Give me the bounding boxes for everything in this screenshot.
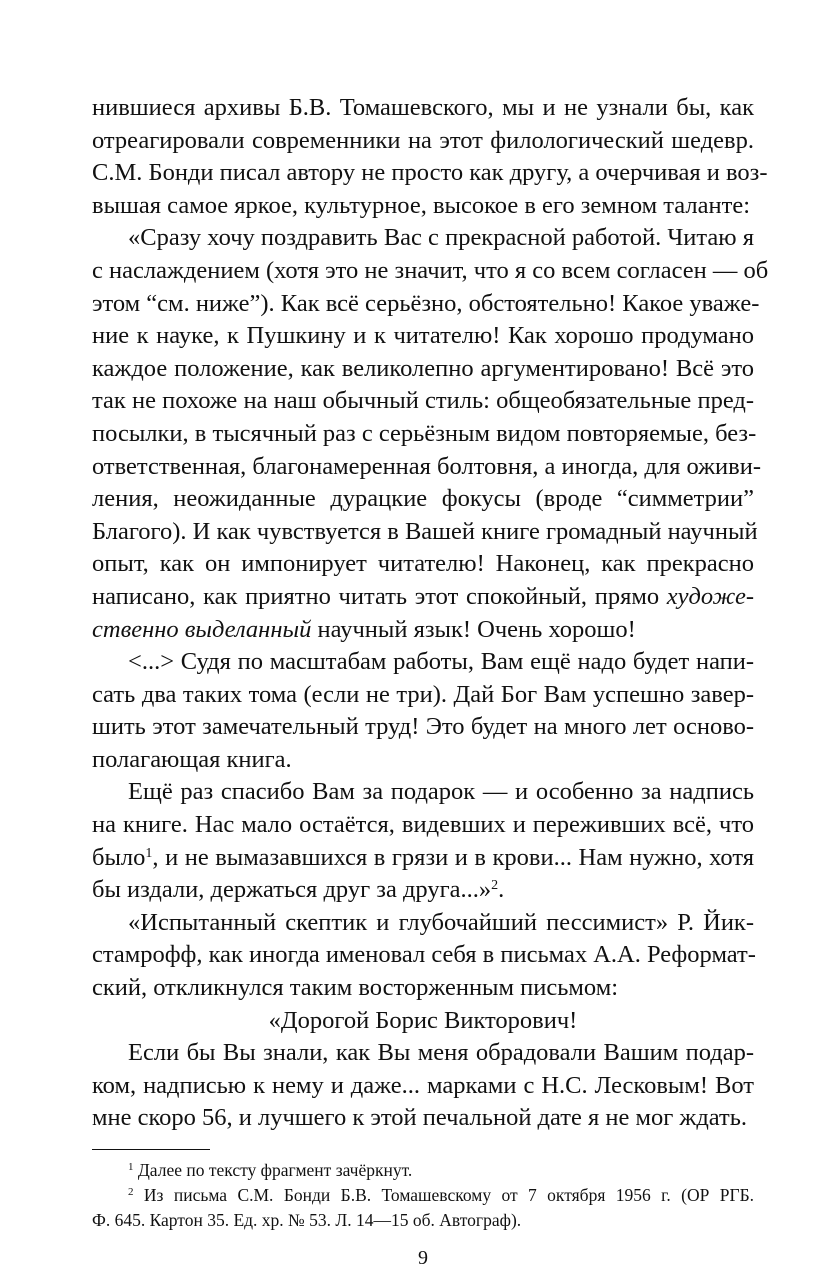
footnote-ref[interactable]: 2: [491, 878, 499, 894]
text-line: сать два таких тома (если не три). Дай Бог Вам успешно завер-: [92, 680, 754, 708]
text-line-part: , и не вымазавшихся в грязи и в крови... Нам нужно, хотя: [152, 843, 754, 871]
text-line: этом “см. ниже”). Как всё серьёзно, обстоятельно! Какое уваже-: [92, 289, 760, 317]
text-line: ком, надписью к нему и даже... марками с Н.С. Лесковым! Вот: [92, 1071, 754, 1099]
text-line: [92, 842, 754, 875]
text-line: каждое положение, как великолепно аргументировано! Всё это: [92, 354, 754, 382]
italic-text: ственно выделанный: [92, 615, 312, 643]
footnote: [92, 1158, 754, 1183]
letter-salutation: «Дорогой Борис Викторович!: [268, 1006, 578, 1034]
footnote-number: 2: [128, 1186, 134, 1198]
text-line: Если бы Вы знали, как Вы меня обрадовали Вашим подар-: [128, 1039, 754, 1067]
text-line: мне скоро 56, и лучшего к этой печальной дате я не мог ждать.: [92, 1104, 748, 1132]
text-line-part: бы издали, держаться друг за друга...»: [92, 876, 492, 904]
text-line: Благого). И как чувствуется в Вашей книге громадный научный: [92, 517, 758, 545]
text-line: нившиеся архивы Б.В. Томашевского, мы и не узнали бы, как: [92, 94, 754, 121]
text-line: ответственная, благонамеренная болтовня, а иногда, для оживи-: [92, 452, 762, 480]
text-line: опыт, как он импонирует читателю! Наконец, как прекрасно: [92, 550, 754, 578]
text-line: полагающая книга.: [92, 745, 292, 773]
text-line: отреагировали современники на этот филологический шедевр.: [92, 126, 754, 154]
text-line: Ещё раз спасибо Вам за подарок — и особенно за надпись: [128, 778, 754, 806]
text-line: «Сразу хочу поздравить Вас с прекрасной работой. Читаю я: [128, 224, 754, 252]
text-line-part: написано, как приятно читать этот спокойный, прямо: [92, 582, 660, 610]
text-line: [92, 614, 754, 647]
text-line: вышая самое яркое, культурное, высокое в его земном таланте:: [92, 191, 750, 219]
text-line: [92, 874, 754, 907]
text-line-part: научный язык! Очень хорошо!: [317, 615, 636, 643]
footnote-continuation: Ф. 645. Картон 35. Ед. хр. № 53. Л. 14—15 об. Автограф).: [92, 1210, 522, 1230]
text-line: С.М. Бонди писал автору не просто как другу, а очерчивая и воз-: [92, 159, 768, 187]
text-line: на книге. Нас мало остаётся, видевших и переживших всё, что: [92, 811, 754, 839]
footnote-text: Далее по тексту фрагмент зачёркнут.: [137, 1160, 413, 1180]
text-line: посылки, в тысячный раз с серьёзным видом повторяемые, без-: [92, 419, 757, 447]
text-line: стамрофф, как иногда именовал себя в письмах А.А. Реформат-: [92, 941, 756, 969]
footnote-divider: [92, 1149, 210, 1150]
footnote-text: Из письма С.М. Бонди Б.В. Томашевскому от 7 октября 1956 г. (ОР РГБ.: [143, 1185, 755, 1205]
text-line: ления, неожиданные дурацкие фокусы (вроде “симметрии”: [92, 485, 754, 513]
text-line: «Испытанный скептик и глубочайший пессимист» Р. Йик-: [128, 908, 754, 936]
text-line: так не похоже на наш обычный стиль: общеобязательные пред-: [92, 387, 754, 415]
footnote-number: 1: [128, 1161, 134, 1173]
footnote-ref[interactable]: 1: [145, 845, 153, 861]
text-line: ние к науке, к Пушкину и к читателю! Как хорошо продумано: [92, 322, 754, 350]
text-line-part: .: [498, 876, 505, 904]
text-line: [92, 581, 754, 614]
page-number: 9: [418, 1247, 428, 1269]
footnote: [92, 1183, 754, 1208]
text-line: шить этот замечательный труд! Это будет на много лет осново-: [92, 713, 754, 741]
text-line-part: было: [92, 843, 146, 871]
text-line: с наслаждением (хотя это не значит, что я со всем согласен — об: [92, 256, 769, 284]
text-line: <...> Судя по масштабам работы, Вам ещё надо будет напи-: [128, 648, 754, 676]
text-line: ский, откликнулся таким восторженным письмом:: [92, 974, 619, 1002]
italic-text: художе-: [666, 582, 754, 610]
page-body: [92, 92, 769, 1270]
